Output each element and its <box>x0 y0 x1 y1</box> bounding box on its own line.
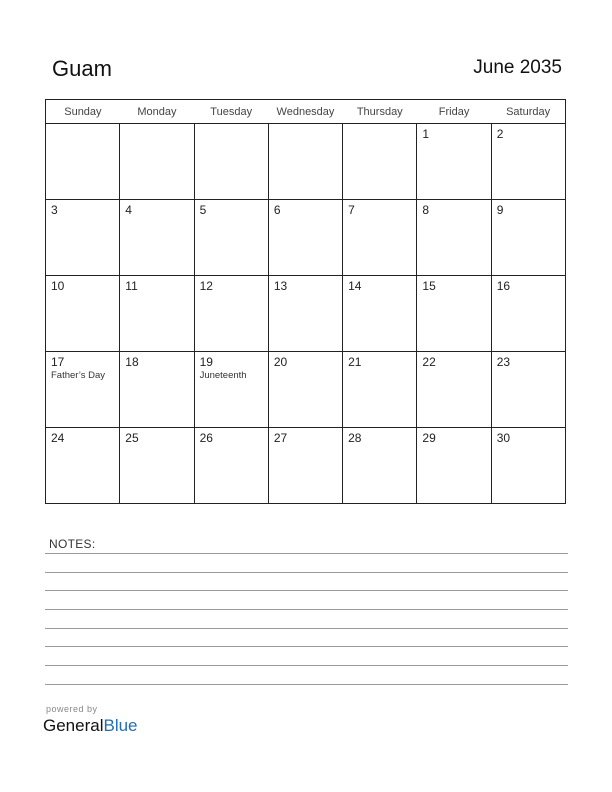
note-line <box>45 628 568 629</box>
logo-blue-text: Blue <box>103 716 138 735</box>
day-number: 10 <box>51 279 65 293</box>
day-cell[interactable] <box>46 428 120 504</box>
day-number: 3 <box>51 203 58 217</box>
day-number: 15 <box>422 279 436 293</box>
weekday-tuesday: Tuesday <box>194 100 268 124</box>
weekday-wednesday: Wednesday <box>268 100 342 124</box>
day-cell[interactable] <box>491 200 565 276</box>
note-line <box>45 553 568 554</box>
day-number: 19 <box>199 355 213 369</box>
day-number: 22 <box>422 355 436 369</box>
day-number: 6 <box>273 203 281 217</box>
day-number: 8 <box>422 203 430 217</box>
day-cell[interactable] <box>417 428 491 504</box>
day-cell[interactable] <box>417 276 491 352</box>
day-cell[interactable] <box>268 352 342 428</box>
note-line <box>45 609 568 610</box>
day-cell[interactable] <box>491 124 565 200</box>
holiday-label: Father’s Day <box>51 370 106 381</box>
holiday-label: Juneteenth <box>199 370 247 381</box>
day-cell[interactable] <box>343 200 417 276</box>
day-cell[interactable] <box>417 124 491 200</box>
day-cell[interactable] <box>343 124 417 200</box>
day-number: 21 <box>348 355 362 369</box>
day-number: 23 <box>496 355 511 369</box>
day-number: 27 <box>273 431 288 445</box>
day-number: 29 <box>422 431 436 445</box>
note-line <box>45 590 568 591</box>
day-number: 7 <box>348 203 355 217</box>
week-row <box>46 276 566 352</box>
day-cell[interactable] <box>343 352 417 428</box>
weekday-monday: Monday <box>120 100 194 124</box>
day-number: 17 <box>51 355 65 369</box>
day-cell[interactable] <box>417 352 491 428</box>
day-number: 12 <box>199 279 213 293</box>
day-number: 2 <box>496 127 504 141</box>
day-number: 20 <box>273 355 288 369</box>
day-cell[interactable] <box>491 352 565 428</box>
weekday-thursday: Thursday <box>343 100 417 124</box>
day-cell[interactable] <box>194 352 268 428</box>
week-row <box>46 352 566 428</box>
day-cell[interactable] <box>120 352 194 428</box>
day-cell[interactable] <box>268 428 342 504</box>
day-number: 4 <box>125 203 132 217</box>
weekday-sunday: Sunday <box>46 100 120 124</box>
week-row <box>46 200 566 276</box>
weekday-saturday: Saturday <box>491 100 565 124</box>
day-cell[interactable] <box>46 124 120 200</box>
day-cell[interactable] <box>194 428 268 504</box>
powered-by-text: powered by <box>46 704 98 714</box>
calendar-country-title: Guam <box>52 56 112 81</box>
day-cell[interactable] <box>120 200 194 276</box>
day-number: 25 <box>125 431 139 445</box>
day-cell[interactable] <box>268 124 342 200</box>
day-number: 11 <box>125 279 138 293</box>
day-cell[interactable] <box>46 276 120 352</box>
week-row <box>46 124 566 200</box>
day-cell[interactable] <box>120 276 194 352</box>
calendar-month-title: June 2035 <box>473 57 562 78</box>
weekday-friday: Friday <box>417 100 491 124</box>
day-cell[interactable] <box>343 276 417 352</box>
day-cell[interactable] <box>417 200 491 276</box>
day-number: 30 <box>496 431 511 445</box>
day-number: 14 <box>348 279 362 293</box>
logo-general-text: General <box>43 716 104 735</box>
note-line <box>45 684 568 685</box>
day-number: 1 <box>422 127 430 141</box>
day-cell[interactable] <box>268 200 342 276</box>
day-cell[interactable] <box>120 428 194 504</box>
day-number: 18 <box>125 355 139 369</box>
day-number: 26 <box>199 431 213 445</box>
day-number: 28 <box>348 431 362 445</box>
day-cell[interactable] <box>46 200 120 276</box>
day-number: 13 <box>273 279 288 293</box>
day-cell[interactable] <box>491 428 565 504</box>
week-row <box>46 428 566 504</box>
day-cell[interactable] <box>194 200 268 276</box>
day-number: 24 <box>51 431 65 445</box>
generalblue-logo[interactable] <box>43 716 138 736</box>
note-line <box>45 665 568 666</box>
day-number: 9 <box>496 203 504 217</box>
day-cell[interactable] <box>120 124 194 200</box>
day-cell[interactable] <box>343 428 417 504</box>
day-number: 16 <box>496 279 511 293</box>
calendar-grid <box>45 99 566 504</box>
note-line <box>45 572 568 573</box>
weekday-header-row <box>46 100 566 124</box>
day-cell[interactable] <box>194 124 268 200</box>
notes-label: NOTES: <box>49 537 96 551</box>
day-cell[interactable] <box>268 276 342 352</box>
day-cell[interactable] <box>491 276 565 352</box>
day-number: 5 <box>199 203 207 217</box>
note-line <box>45 646 568 647</box>
day-cell[interactable] <box>194 276 268 352</box>
day-cell[interactable] <box>46 352 120 428</box>
